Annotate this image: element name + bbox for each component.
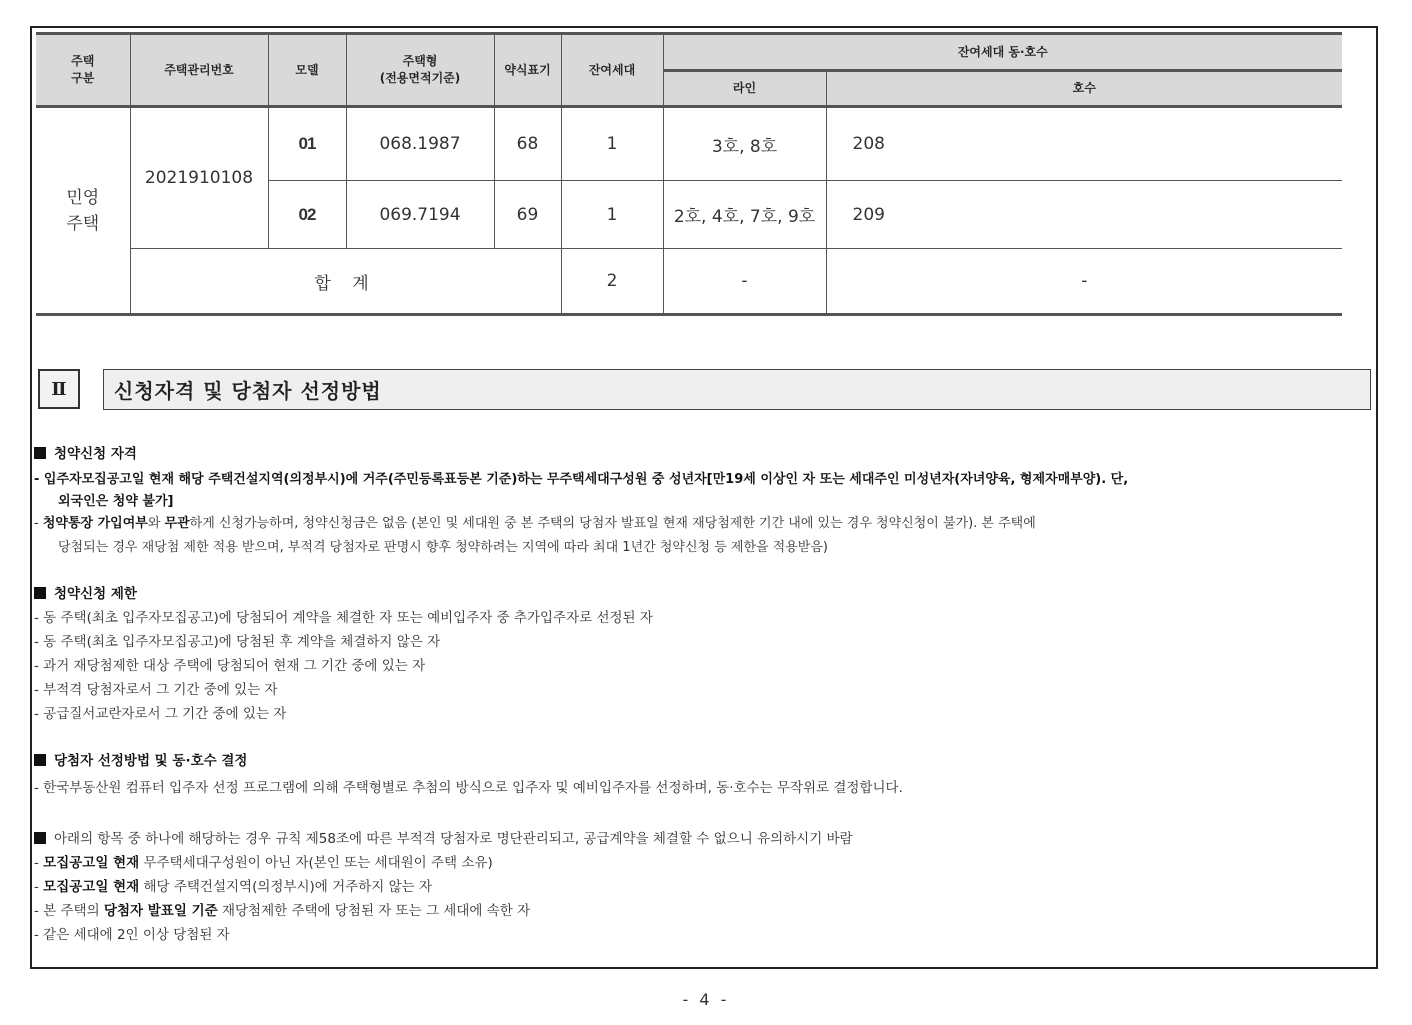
table-total-row (36, 249, 1342, 315)
qualification-line: - 입주자모집공고일 현재 해당 주택건설지역(의정부시)에 거주(주민등록표등본 기준)하는 무주택세대구성원 중 성년자[만19세 이상인 자 또는 세대주인 미성년자(자녀양육, 형제자매부양). 단, (34, 472, 1129, 487)
header-housing-type: 주택형 (전용면적기준) (346, 34, 494, 107)
cell-unit-number: 209 (826, 181, 1342, 249)
cell-category: 민영 주택 (36, 107, 130, 315)
selection-heading: 당첨자 선정방법 및 동·호수 결정 (34, 749, 247, 773)
table-row (36, 107, 1342, 181)
cell-line: 2호, 4호, 7호, 9호 (663, 181, 826, 249)
header-line: 라인 (663, 71, 826, 107)
list-item: - 한국부동산원 컴퓨터 입주자 선정 프로그램에 의해 주택형별로 추첨의 방식으로 입주자 및 예비입주자를 선정하며, 동·호수는 무작위로 결정합니다. (34, 780, 903, 796)
square-bullet-icon (34, 832, 46, 844)
qualification-heading: 청약신청 자격 (34, 442, 137, 466)
cell-abbreviation: 68 (494, 107, 561, 181)
supply-table (36, 32, 1342, 316)
square-bullet-icon (34, 447, 46, 459)
square-bullet-icon (34, 754, 46, 766)
square-bullet-icon (34, 587, 46, 599)
total-label: 합 계 (130, 249, 561, 315)
cell-housing-type: 068.1987 (346, 107, 494, 181)
cell-model: 01 (268, 107, 346, 181)
cell-remaining: 1 (561, 107, 663, 181)
cell-line: 3호, 8호 (663, 107, 826, 181)
supply-table-wrapper (36, 32, 1342, 316)
section-number: Ⅱ (38, 369, 80, 409)
cell-model: 02 (268, 181, 346, 249)
cell-housing-type: 069.7194 (346, 181, 494, 249)
cell-remaining: 1 (561, 181, 663, 249)
list-item: - 모집공고일 현재 해당 주택건설지역(의정부시)에 거주하지 않는 자 (34, 879, 432, 895)
total-unit-number: - (826, 249, 1342, 315)
list-item: - 동 주택(최초 입주자모집공고)에 당첨된 후 계약을 체결하지 않은 자 (34, 634, 441, 650)
header-remaining-households: 잔여세대 (561, 34, 663, 107)
list-item: - 동 주택(최초 입주자모집공고)에 당첨되어 계약을 체결한 자 또는 예비입주자 중 추가입주자로 선정된 자 (34, 610, 653, 626)
header-abbreviation: 약식표기 (494, 34, 561, 107)
list-item: - 모집공고일 현재 무주택세대구성원이 아닌 자(본인 또는 세대원이 주택 소유) (34, 855, 493, 871)
header-management-number: 주택관리번호 (130, 34, 268, 107)
list-item: - 과거 재당첨제한 대상 주택에 당첨되어 현재 그 기간 중에 있는 자 (34, 658, 426, 674)
qualification-line: - 청약통장 가입여부와 무관하게 신청가능하며, 청약신청금은 없음 (본인 및 세대원 중 본 주택의 당첨자 발표일 현재 재당첨제한 기간 내에 있는 경우 청약신청이 불가). 본 주택에 (34, 516, 1036, 531)
header-model: 모델 (268, 34, 346, 107)
cell-management-number: 2021910108 (130, 107, 268, 249)
ineligible-heading: 아래의 항목 중 하나에 해당하는 경우 규칙 제58조에 따른 부적격 당첨자로 명단관리되고, 공급계약을 체결할 수 없으니 유의하시기 바람 (34, 827, 853, 851)
page-number: - 4 - (682, 990, 730, 1009)
list-item: - 본 주택의 당첨자 발표일 기준 재당첨제한 주택에 당첨된 자 또는 그 세대에 속한 자 (34, 903, 531, 919)
cell-abbreviation: 69 (494, 181, 561, 249)
cell-unit-number: 208 (826, 107, 1342, 181)
list-item: - 부적격 당첨자로서 그 기간 중에 있는 자 (34, 682, 278, 698)
total-line: - (663, 249, 826, 315)
list-item: - 같은 세대에 2인 이상 당첨된 자 (34, 927, 230, 943)
list-item: - 공급질서교란자로서 그 기간 중에 있는 자 (34, 706, 287, 722)
header-remaining-units: 잔여세대 동·호수 (663, 34, 1342, 71)
restriction-heading: 청약신청 제한 (34, 582, 137, 606)
qualification-line: 외국인은 청약 불가] (58, 494, 174, 509)
page-frame (30, 26, 1378, 969)
header-unit-number: 호수 (826, 71, 1342, 107)
qualification-line: 당첨되는 경우 재당첨 제한 적용 받으며, 부적격 당첨자로 판명시 향후 청약하려는 지역에 따라 최대 1년간 청약신청 등 제한을 적용받음) (58, 540, 828, 555)
section-title: 신청자격 및 당첨자 선정방법 (103, 369, 1371, 410)
total-remaining: 2 (561, 249, 663, 315)
header-housing-category: 주택 구분 (36, 34, 130, 107)
